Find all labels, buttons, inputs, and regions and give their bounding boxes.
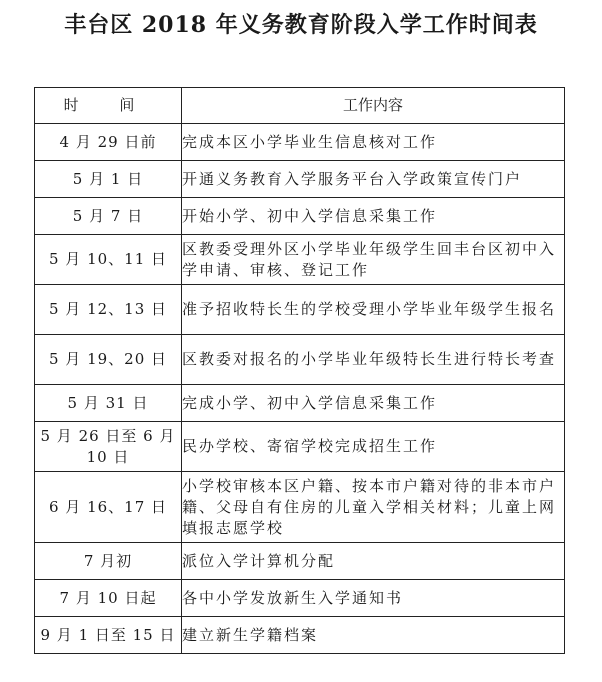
row-content: 建立新生学籍档案: [182, 617, 565, 654]
table-row: [35, 617, 565, 654]
row-content: 开通义务教育入学服务平台入学政策宣传门户: [182, 161, 565, 198]
table-row: [35, 422, 565, 472]
row-content: 区教委对报名的小学毕业年级特长生进行特长考查: [182, 335, 565, 385]
row-content: 小学校审核本区户籍、按本市户籍对待的非本市户籍、父母自有住房的儿童入学相关材料；儿童上网填报志愿学校: [182, 472, 565, 543]
row-time: 5 月 1 日: [35, 161, 182, 198]
row-time: 7 月 10 日起: [35, 580, 182, 617]
table-row: [35, 161, 565, 198]
table-row: [35, 124, 565, 161]
schedule-table: [34, 87, 565, 654]
row-time: 7 月初: [35, 543, 182, 580]
table-row: [35, 335, 565, 385]
table-row: [35, 580, 565, 617]
table-row: [35, 543, 565, 580]
row-content: 准予招收特长生的学校受理小学毕业年级学生报名: [182, 285, 565, 335]
table-row: [35, 235, 565, 285]
table-row: [35, 385, 565, 422]
table-row: [35, 472, 565, 543]
row-time: 5 月 10、11 日: [35, 235, 182, 285]
row-content: 开始小学、初中入学信息采集工作: [182, 198, 565, 235]
row-content: 区教委受理外区小学毕业年级学生回丰台区初中入学申请、审核、登记工作: [182, 235, 565, 285]
header-content: 工作内容: [182, 88, 565, 124]
row-time: 6 月 16、17 日: [35, 472, 182, 543]
row-time: 5 月 26 日至 6 月 10 日: [35, 422, 182, 472]
row-content: 完成小学、初中入学信息采集工作: [182, 385, 565, 422]
row-time: 9 月 1 日至 15 日: [35, 617, 182, 654]
table-row: [35, 285, 565, 335]
table-row: [35, 198, 565, 235]
row-time: 5 月 12、13 日: [35, 285, 182, 335]
row-content: 完成本区小学毕业生信息核对工作: [182, 124, 565, 161]
page-title: 丰台区 2018 年义务教育阶段入学工作时间表: [64, 12, 538, 38]
row-content: 各中小学发放新生入学通知书: [182, 580, 565, 617]
table-header-row: [35, 88, 565, 124]
row-time: 5 月 7 日: [35, 198, 182, 235]
row-time: 5 月 19、20 日: [35, 335, 182, 385]
row-content: 派位入学计算机分配: [182, 543, 565, 580]
row-time: 5 月 31 日: [35, 385, 182, 422]
row-time: 4 月 29 日前: [35, 124, 182, 161]
header-time: 时 间: [35, 88, 182, 124]
row-content: 民办学校、寄宿学校完成招生工作: [182, 422, 565, 472]
